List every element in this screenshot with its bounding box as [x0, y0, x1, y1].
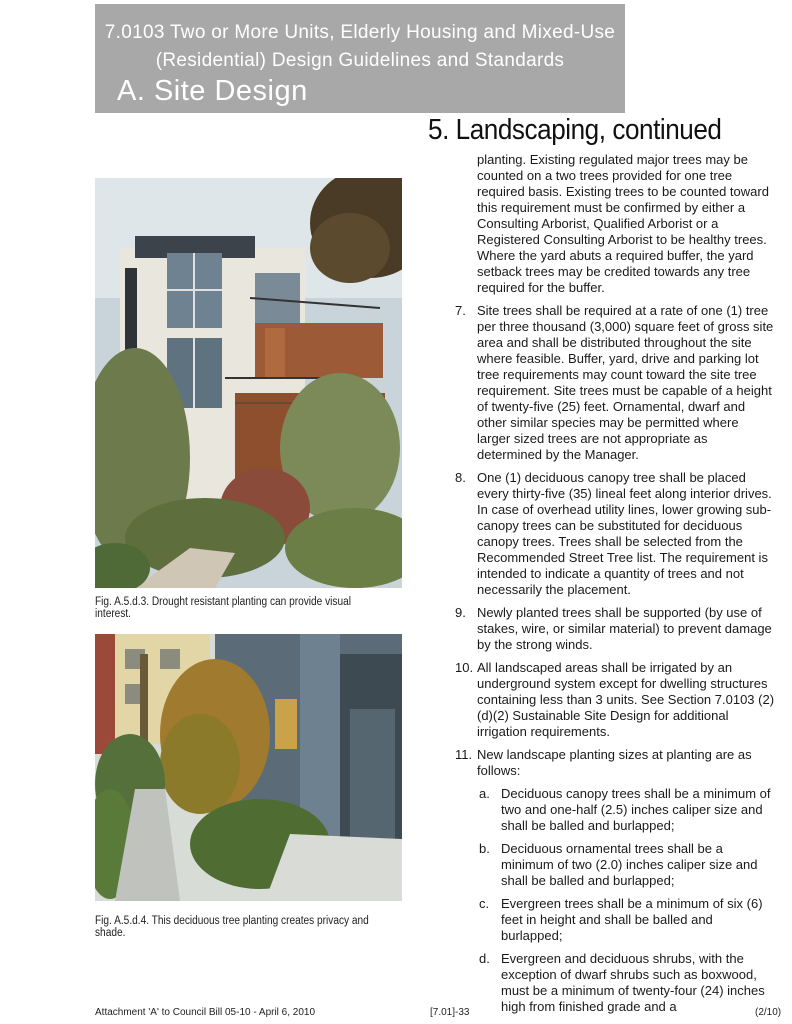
list-number: 10. [455, 660, 474, 675]
continuation-paragraph: planting. Existing regulated major trees may be counted on a two trees provided for one tree required basis. Existing trees to be counted toward this requirement must be confirmed by either a Consulting Arborist, Qualified Arborist or a Registered Consulting Arborist to be healthy trees. Where the yard abuts a required buffer, the yard setback trees may be credited towards any tree required for the buffer. [477, 152, 769, 295]
figure-caption-2: Fig. A.5.d.4. This deciduous tree planting creates privacy and shade. [95, 915, 369, 939]
planting-sizes-sublist [455, 786, 775, 1015]
header-band [95, 4, 625, 113]
sublist-item-text: Deciduous canopy trees shall be a minimum of two and one-half (2.5) inches caliper size and shall be balled and burlapped; [501, 786, 771, 833]
sublist-letter: b. [479, 841, 490, 856]
footer-page-number: [7.01]-33 [430, 1007, 470, 1018]
list-number: 9. [455, 605, 466, 620]
list-item-8 [455, 470, 775, 598]
list-number: 8. [455, 470, 466, 485]
list-item-text: All landscaped areas shall be irrigated by an underground system except for dwelling structures containing less than 3 units. See Section 7.0103 (2)(d)(2) Sustainable Site Design for additional irrigation requirements. [477, 660, 775, 739]
section-title: 5. Landscaping, continued [428, 114, 722, 146]
list-item-text: Newly planted trees shall be supported (by use of stakes, wire, or similar material) to prevent damage by the strong winds. [477, 605, 772, 652]
list-number: 7. [455, 303, 466, 318]
sublist-item-d [455, 951, 775, 1015]
sublist-item-text: Evergreen trees shall be a minimum of six (6) feet in height and shall be balled and burlapped; [501, 896, 763, 943]
sublist-item-c [455, 896, 775, 944]
header-title-line2: (Residential) Design Guidelines and Standards [155, 50, 565, 71]
figure-photo-deciduous-trees [95, 634, 402, 901]
sublist-letter: c. [479, 896, 490, 911]
figure-photo-building-planting [95, 178, 402, 588]
list-item-text: One (1) deciduous canopy tree shall be placed every thirty-five (35) lineal feet along interior drives. In case of overhead utility lines, lower growing sub-canopy trees can be substituted for deciduous canopy trees. Trees shall be selected from the Recommended Street Tree list. The requirement is intended to indicate a quantity of trees and not necessarily the placement. [477, 470, 772, 597]
sublist-letter: a. [479, 786, 490, 801]
list-item-10 [455, 660, 775, 740]
list-item-11 [455, 747, 775, 779]
sublist-item-b [455, 841, 775, 889]
header-section-name: A. Site Design [117, 75, 308, 107]
list-number: 11. [455, 747, 473, 762]
list-item-text: Site trees shall be required at a rate of one (1) tree per three thousand (3,000) square feet of gross site area and shall be distributed throughout the site where feasible. Buffer, yard, drive and parking lot tree requirements may count toward the site tree requirement. Site trees must be capable of a height of twenty-five (25) feet. Ornamental, dwarf and other similar species may be permitted where larger sized trees are not appropriate as determined by the Manager. [477, 303, 774, 462]
list-item-7 [455, 303, 775, 463]
sublist-letter: d. [479, 951, 490, 966]
body-text-column [455, 152, 775, 1022]
list-item-text: New landscape planting sizes at planting are as follows: [477, 747, 752, 778]
list-item-9 [455, 605, 775, 653]
sublist-item-text: Deciduous ornamental trees shall be a minimum of two (2.0) inches caliper size and shall be balled and burlapped; [501, 841, 758, 888]
header-title-line1: 7.0103 Two or More Units, Elderly Housing and Mixed-Use [104, 22, 616, 43]
footer-revision: (2/10) [755, 1007, 782, 1018]
sublist-item-a [455, 786, 775, 834]
sublist-item-text: Evergreen and deciduous shrubs, with the exception of dwarf shrubs such as boxwood, must be a minimum of twenty-four (24) inches high from finished grade and a [501, 951, 765, 1014]
figure-caption-1: Fig. A.5.d.3. Drought resistant planting can provide visual interest. [95, 596, 351, 620]
footer-attachment-note: Attachment 'A' to Council Bill 05-10 - April 6, 2010 [95, 1007, 316, 1018]
